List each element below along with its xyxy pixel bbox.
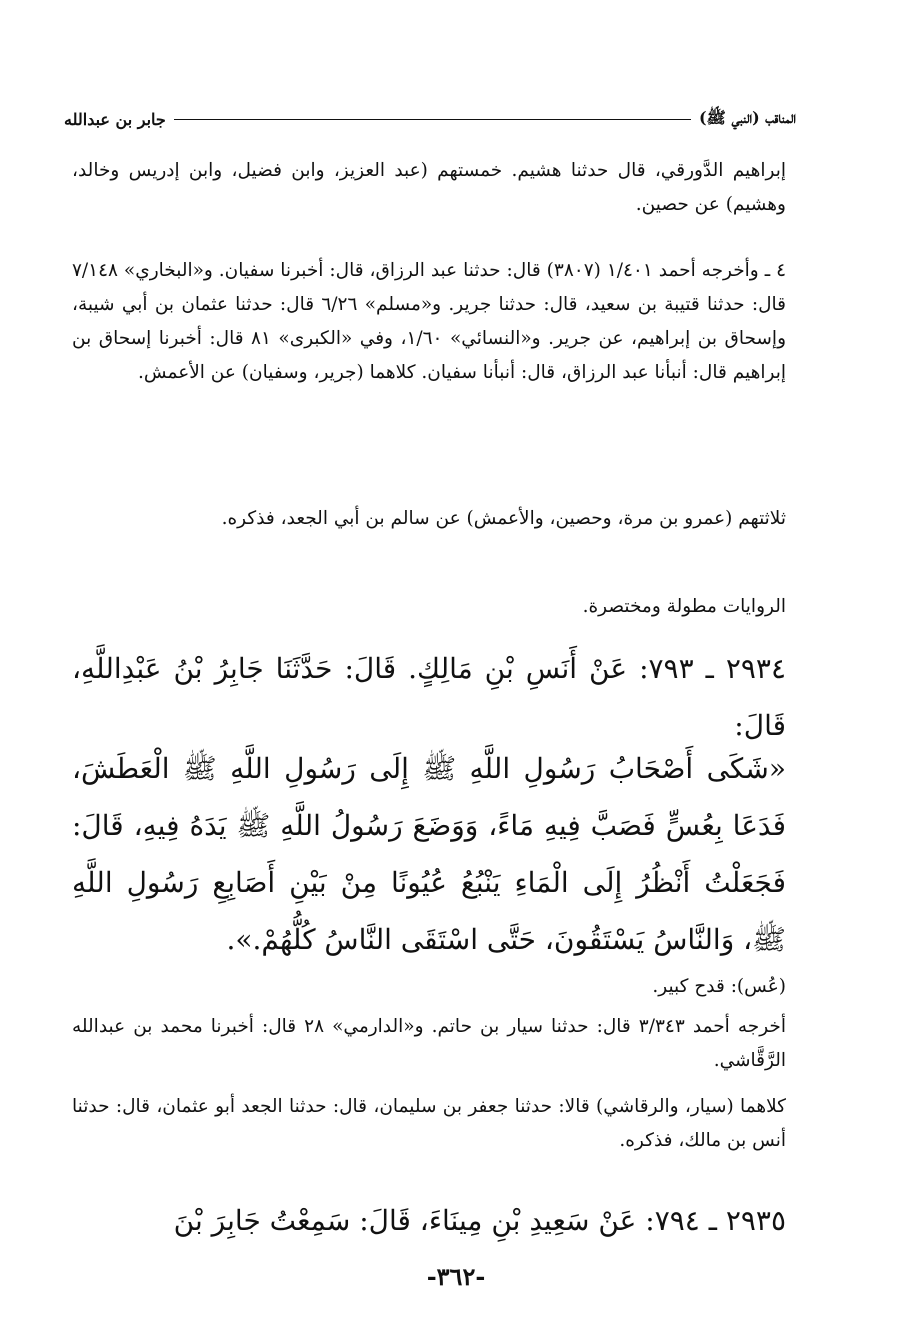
paragraph-both-narrators: كلاهما (سيار، والرقاشي) قالا: حدثنا جعفر بن سليمان، قال: حدثنا الجعد أبو عثمان، قال: حدثنا أنس بن مالك، فذكره. <box>72 1096 786 1151</box>
chapter-title: المناقب (النبي ﷺ) <box>698 107 796 127</box>
page-number: -٣٦٢- <box>426 1262 486 1291</box>
narrator-title: جابر بن عبدالله <box>64 109 166 129</box>
hadith-2934-isnad: ٢٩٣٤ ـ ٧٩٣: عَنْ أَنَسِ بْنِ مَالِكٍ. قَالَ: حَدَّثَنَا جَابِرُ بْنُ عَبْدِاللَّهِ، قَالَ: <box>72 652 786 742</box>
paragraph-takhrij-2934: أخرجه أحمد ٣/٣٤٣ قال: حدثنا سيار بن حاتم. و«الدارمي» ٢٨ قال: أخبرنا محمد بن عبدالله الرَّقَّاشي. <box>72 1016 786 1071</box>
running-header <box>64 104 796 134</box>
hadith-2934-matn: «شَكَى أَصْحَابُ رَسُولِ اللَّهِ ﷺ إِلَى رَسُولِ اللَّهِ ﷺ الْعَطَشَ، فَدَعَا بِعُسٍّ فَصَبَّ فِيهِ مَاءً، وَوَضَعَ رَسُولُ اللَّهِ ﷺ يَدَهُ فِيهِ، قَالَ: فَجَعَلْتُ أَنْظُرُ إِلَى الْمَاءِ يَنْبُعُ عُيُونًا مِنْ بَيْنِ أَصَابِعِ رَسُولِ اللَّهِ ﷺ، وَالنَّاسُ يَسْتَقُونَ، حَتَّى اسْتَقَى النَّاسُ كُلُّهُمْ.». <box>72 752 786 956</box>
paragraph-riwayat-note: الروايات مطولة ومختصرة. <box>582 596 786 617</box>
header-rule <box>174 119 691 120</box>
paragraph-continuation: إبراهيم الدَّورقي، قال حدثنا هشيم. خمستهم (عبد العزيز، وابن فضيل، وابن إدريس وخالد، وهشيم) عن حصين. <box>72 160 786 215</box>
hadith-2935-isnad: ٢٩٣٥ ـ ٧٩٤: عَنْ سَعِيدِ بْنِ مِينَاءَ، قَالَ: سَمِعْتُ جَابِرَ بْنَ <box>173 1204 786 1237</box>
paragraph-summary: ثلاثتهم (عمرو بن مرة، وحصين، والأعمش) عن سالم بن أبي الجعد، فذكره. <box>221 508 786 529</box>
paragraph-takhrij-4: ٤ ـ وأخرجه أحمد ١/٤٠١ (٣٨٠٧) قال: حدثنا عبد الرزاق، قال: أخبرنا سفيان. و«البخاري» ٧/١٤٨ قال: حدثنا قتيبة بن سعيد، قال: حدثنا جرير. و«مسلم» ٦/٢٦ قال: حدثنا عثمان بن أبي شيبة، وإسحاق بن إبراهيم، عن جرير. و«النسائي» ١/٦٠، وفي «الكبرى» ٨١ قال: أخبرنا إسحاق بن إبراهيم قال: أنبأنا عبد الرزاق، قال: أنبأنا سفيان. كلاهما (جرير، وسفيان) عن الأعمش. <box>72 260 787 383</box>
gloss-note: (عُس): قدح كبير. <box>652 976 786 997</box>
